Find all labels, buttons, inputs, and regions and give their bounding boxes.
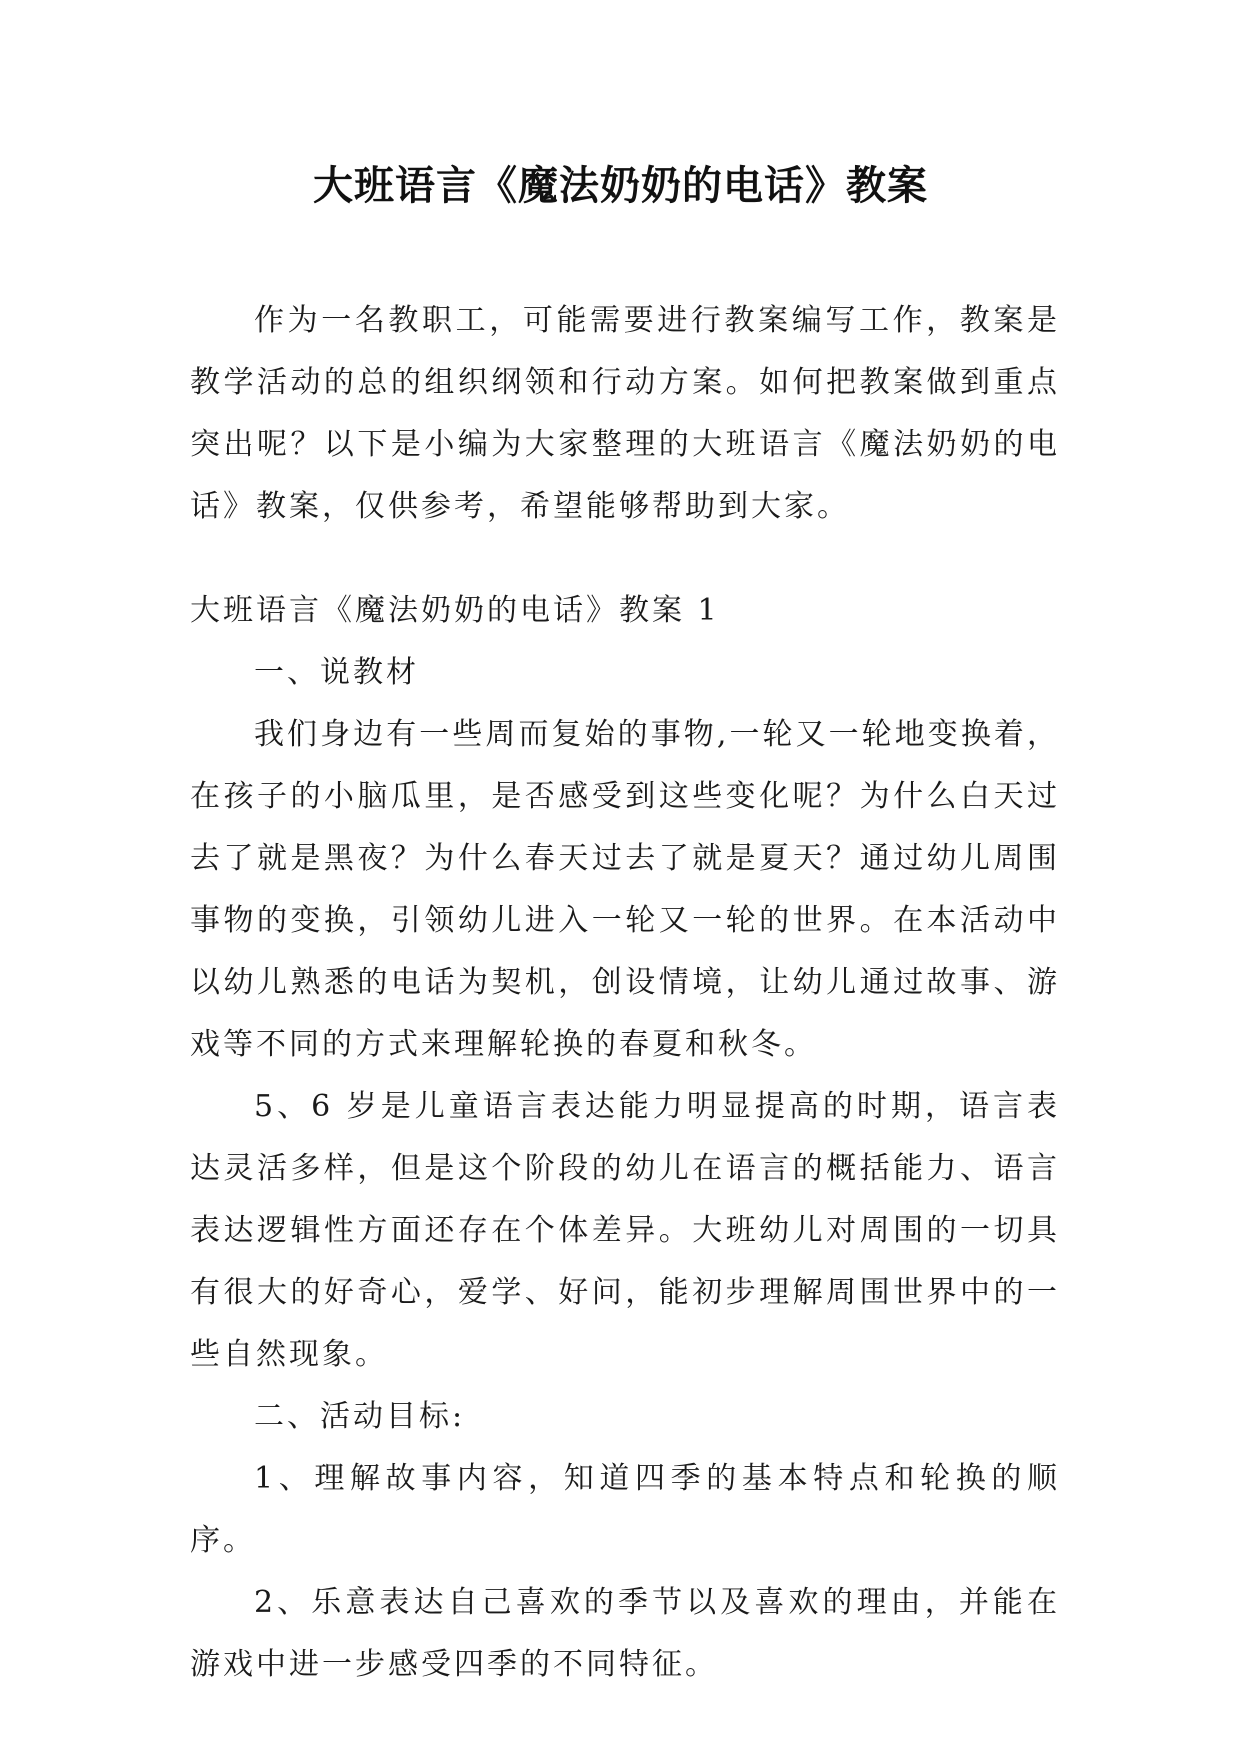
- document-title: 大班语言《魔法奶奶的电话》教案: [313, 163, 928, 209]
- goal-item-2: 2、乐意表达自己喜欢的季节以及喜欢的理由，并能在游戏中进一步感受四季的不同特征。: [190, 1585, 1060, 1682]
- goal-item-1: 1、理解故事内容，知道四季的基本特点和轮换的顺序。: [190, 1461, 1060, 1558]
- section-title: 大班语言《魔法奶奶的电话》教案 1: [190, 593, 720, 628]
- paragraph-age-analysis: 5、6 岁是儿童语言表达能力明显提高的时期，语言表达灵活多样，但是这个阶段的幼儿在语言的概括能力、语言表达逻辑性方面还存在个体差异。大班幼儿对周围的一切具有很大的好奇心，爱学、好问，能初步理解周围世界中的一些自然现象。: [190, 1089, 1060, 1372]
- heading-activity-goals: 二、活动目标:: [254, 1399, 466, 1434]
- heading-teaching-material: 一、说教材: [254, 655, 419, 690]
- intro-section: [190, 290, 1060, 538]
- paragraph-teaching-material: 我们身边有一些周而复始的事物,一轮又一轮地变换着，在孩子的小脑瓜里，是否感受到这些变化呢？为什么白天过去了就是黑夜？为什么春天过去了就是夏天？通过幼儿周围事物的变换，引领幼儿进入一轮又一轮的世界。在本活动中以幼儿熟悉的电话为契机，创设情境，让幼儿通过故事、游戏等不同的方式来理解轮换的春夏和秋冬。: [190, 717, 1060, 1062]
- lesson-plan-section: [190, 580, 1060, 1696]
- intro-paragraph: 作为一名教职工，可能需要进行教案编写工作，教案是教学活动的总的组织纲领和行动方案。如何把教案做到重点突出呢？以下是小编为大家整理的大班语言《魔法奶奶的电话》教案，仅供参考，希望能够帮助到大家。: [190, 303, 1060, 524]
